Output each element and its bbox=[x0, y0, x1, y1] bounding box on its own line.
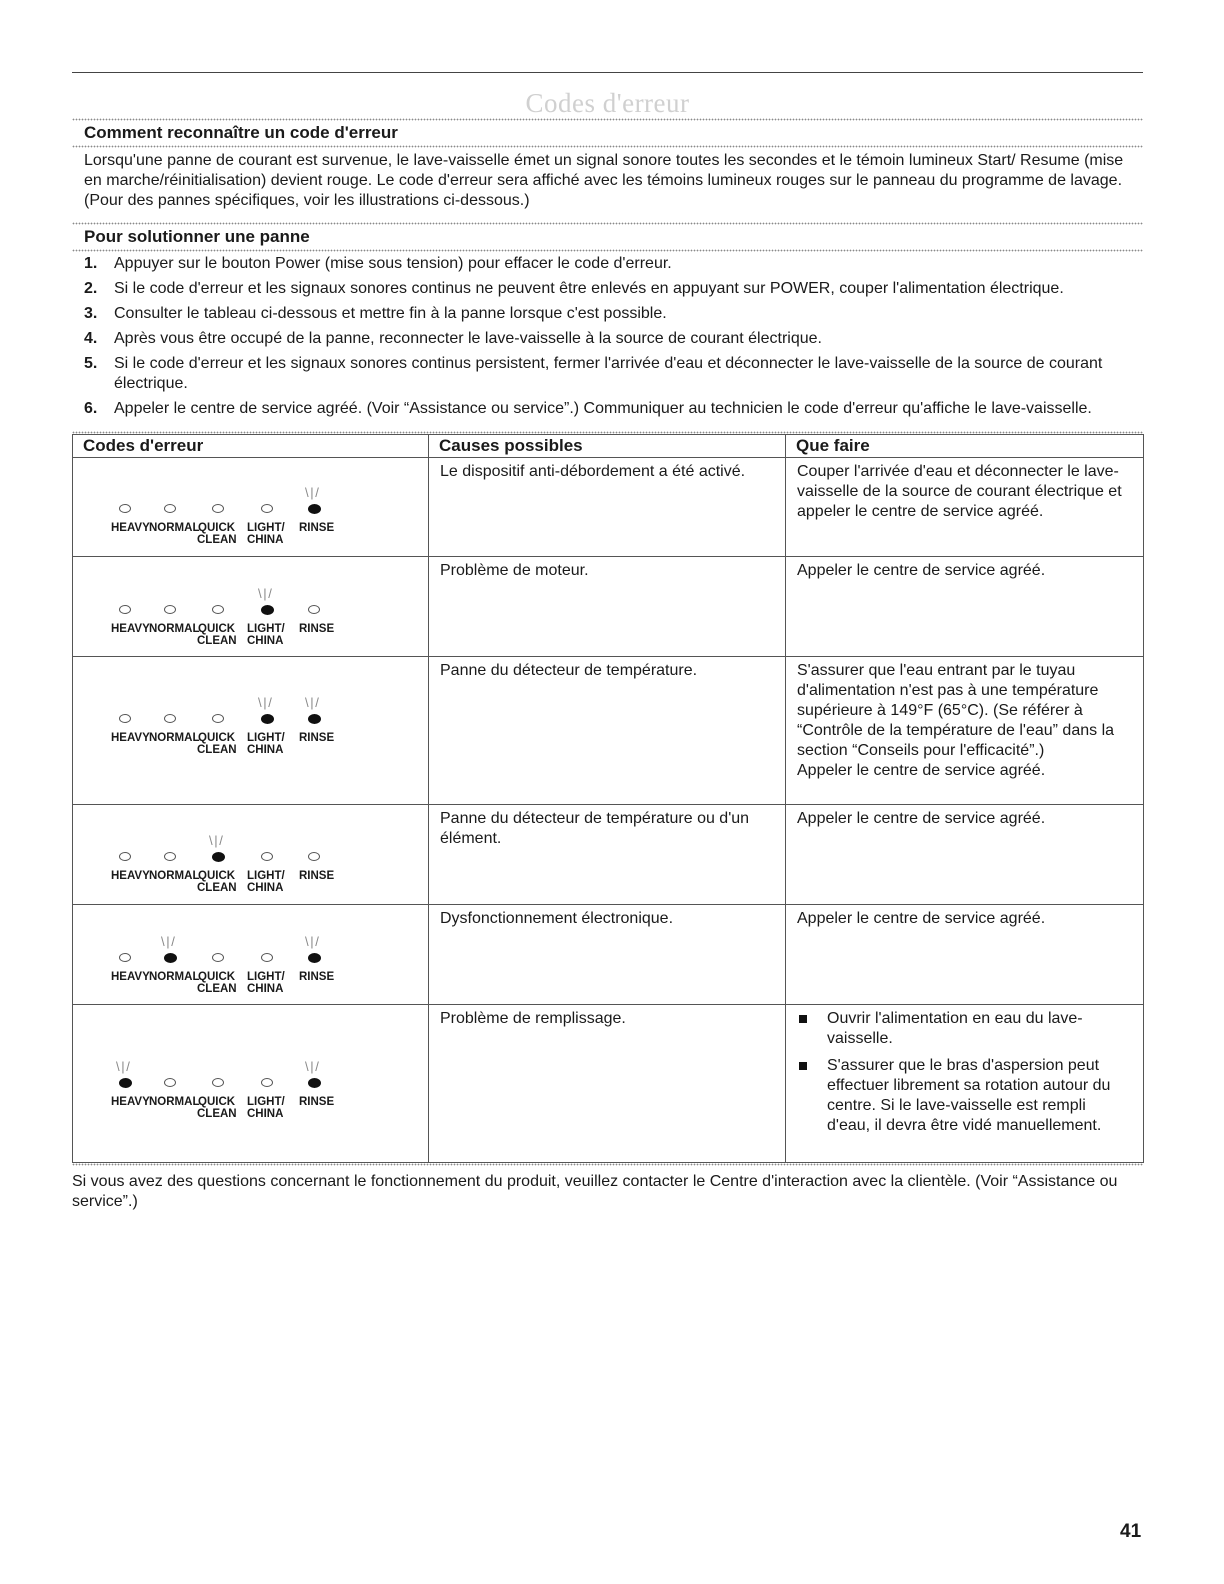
quick-led-indicator bbox=[212, 714, 224, 723]
heavy-led-indicator bbox=[119, 605, 131, 614]
list-item bbox=[72, 279, 1143, 299]
action-cell bbox=[786, 1005, 1144, 1163]
panel-label-quick-1: QUICK bbox=[198, 623, 236, 635]
panel-label-heavy: HEAVY bbox=[111, 870, 150, 882]
control-panel bbox=[111, 575, 401, 645]
footer-note: Si vous avez des questions concernant le fonctionnement du produit, veuillez contacter le Centre d'interaction avec la clientèle. (Voir “Assistance ou service”.) bbox=[72, 1173, 1118, 1210]
heavy-led-indicator bbox=[119, 714, 131, 723]
list-item bbox=[72, 304, 1143, 324]
quick-led-indicator bbox=[212, 504, 224, 513]
panel-label-light-2: CHINA bbox=[247, 744, 284, 756]
light-led-indicator bbox=[261, 1078, 273, 1087]
heavy-led-indicator bbox=[119, 852, 131, 861]
normal-led-indicator bbox=[164, 714, 176, 723]
step-text: Appuyer sur le bouton Power (mise sous tension) pour effacer le code d'erreur. bbox=[114, 255, 672, 272]
panel-label-quick-1: QUICK bbox=[198, 971, 236, 983]
error-codes-table bbox=[72, 434, 1144, 1163]
recognize-paragraph: Lorsqu'une panne de courant est survenue, le lave-vaisselle émet un signal sonore toutes les secondes et le témoin lumineux Start/ Resume (mise en marche/réinitialisation) devient rouge. Le code d'erreur sera affiché avec les témoins lumineux rouges sur le panneau du programme de lavage. (Pour des pannes spécifiques, voir les illustrations ci-dessous.) bbox=[84, 152, 1124, 209]
step-text: Si le code d'erreur et les signaux sonores continus ne peuvent être enlevés en appuyant sur POWER, couper l'alimentation électrique. bbox=[114, 280, 1064, 297]
cause-cell: Panne du détecteur de température. bbox=[429, 657, 786, 805]
page-number: 41 bbox=[1120, 1521, 1142, 1542]
light-led-indicator bbox=[261, 852, 273, 861]
rinse-led-indicator bbox=[308, 953, 321, 963]
panel-label-heavy: HEAVY bbox=[111, 971, 150, 983]
step-number: 1. bbox=[84, 255, 98, 272]
rinse-led-indicator bbox=[308, 504, 321, 514]
cause-cell: Le dispositif anti-débordement a été activé. bbox=[429, 458, 786, 557]
action-bullets bbox=[797, 1009, 1133, 1136]
section-heading-recognize: Comment reconnaître un code d'erreur bbox=[84, 123, 398, 142]
panel-label-light-1: LIGHT/ bbox=[247, 971, 285, 983]
quick-led-indicator bbox=[212, 605, 224, 614]
table-row bbox=[73, 805, 1144, 905]
light-led-indicator bbox=[261, 953, 273, 962]
panel-label-quick-2: CLEAN bbox=[197, 882, 237, 894]
panel-label-rinse: RINSE bbox=[299, 1096, 335, 1108]
panel-label-heavy: HEAVY bbox=[111, 522, 150, 534]
heavy-led-indicator bbox=[119, 1078, 132, 1088]
normal-led-indicator bbox=[164, 852, 176, 861]
cause-cell: Problème de moteur. bbox=[429, 557, 786, 657]
error-code-panel-cell bbox=[73, 1005, 429, 1163]
panel-label-rinse: RINSE bbox=[299, 870, 335, 882]
page bbox=[72, 72, 1143, 1212]
bullet-text: S'assurer que le bras d'aspersion peut effectuer librement sa rotation autour du centre. Si le lave-vaisselle est rempli d'eau, il devra être vidé manuellement. bbox=[827, 1057, 1111, 1134]
normal-led-indicator bbox=[164, 504, 176, 513]
panel-label-normal: NORMAL bbox=[149, 732, 200, 744]
top-rule bbox=[72, 72, 1143, 73]
control-panel bbox=[111, 822, 401, 892]
action-cell: Appeler le centre de service agréé. bbox=[786, 905, 1144, 1005]
header-causes: Causes possibles bbox=[429, 435, 786, 458]
normal-led-indicator bbox=[164, 1078, 176, 1087]
cause-cell: Dysfonctionnement électronique. bbox=[429, 905, 786, 1005]
step-text: Consulter le tableau ci-dessous et mettre fin à la panne lorsque c'est possible. bbox=[114, 305, 667, 322]
action-cell: Couper l'arrivée d'eau et déconnecter le lave-vaisselle de la source de courant électrique et appeler le centre de service agréé. bbox=[786, 458, 1144, 557]
section-heading-solve: Pour solutionner une panne bbox=[84, 227, 310, 246]
panel-label-rinse: RINSE bbox=[299, 623, 335, 635]
step-text: Après vous être occupé de la panne, reconnecter le lave-vaisselle à la source de courant électrique. bbox=[114, 330, 822, 347]
cause-cell: Problème de remplissage. bbox=[429, 1005, 786, 1163]
step-number: 6. bbox=[84, 400, 98, 417]
panel-label-light-1: LIGHT/ bbox=[247, 732, 285, 744]
blink-rays-icon: \ | / bbox=[305, 695, 318, 710]
blink-rays-icon: \ | / bbox=[305, 934, 318, 949]
panel-label-light-2: CHINA bbox=[247, 882, 284, 894]
blink-rays-icon: \ | / bbox=[161, 934, 174, 949]
table-row bbox=[73, 905, 1144, 1005]
action-cell: Appeler le centre de service agréé. bbox=[786, 557, 1144, 657]
light-led-indicator bbox=[261, 504, 273, 513]
panel-label-quick-1: QUICK bbox=[198, 522, 236, 534]
blink-rays-icon: \ | / bbox=[258, 695, 271, 710]
heavy-led-indicator bbox=[119, 504, 131, 513]
panel-label-normal: NORMAL bbox=[149, 971, 200, 983]
quick-led-indicator bbox=[212, 852, 225, 862]
panel-label-heavy: HEAVY bbox=[111, 623, 150, 635]
square-bullet-icon bbox=[799, 1015, 807, 1023]
step-number: 4. bbox=[84, 330, 98, 347]
panel-label-quick-1: QUICK bbox=[198, 1096, 236, 1108]
panel-label-light-1: LIGHT/ bbox=[247, 522, 285, 534]
control-panel bbox=[111, 474, 401, 544]
table-row bbox=[73, 458, 1144, 557]
blink-rays-icon: \ | / bbox=[305, 485, 318, 500]
blink-rays-icon: \ | / bbox=[258, 586, 271, 601]
error-code-panel-cell bbox=[73, 557, 429, 657]
light-led-indicator bbox=[261, 605, 274, 615]
panel-label-normal: NORMAL bbox=[149, 1096, 200, 1108]
table-row bbox=[73, 657, 1144, 805]
panel-label-quick-2: CLEAN bbox=[197, 635, 237, 647]
panel-label-light-1: LIGHT/ bbox=[247, 623, 285, 635]
panel-label-rinse: RINSE bbox=[299, 971, 335, 983]
action-cell bbox=[786, 657, 1144, 805]
blink-rays-icon: \ | / bbox=[209, 833, 222, 848]
step-text: Si le code d'erreur et les signaux sonores continus persistent, fermer l'arrivée d'eau et déconnecter le lave-vaisselle de la source de courant électrique. bbox=[114, 355, 1103, 392]
header-codes: Codes d'erreur bbox=[73, 435, 429, 458]
table-header-row bbox=[73, 435, 1144, 458]
error-code-panel-cell bbox=[73, 805, 429, 905]
list-item bbox=[72, 399, 1143, 419]
control-panel bbox=[111, 684, 401, 754]
panel-label-normal: NORMAL bbox=[149, 623, 200, 635]
panel-label-light-1: LIGHT/ bbox=[247, 1096, 285, 1108]
table-row bbox=[73, 557, 1144, 657]
panel-label-quick-1: QUICK bbox=[198, 870, 236, 882]
quick-led-indicator bbox=[212, 953, 224, 962]
rinse-led-indicator bbox=[308, 852, 320, 861]
page-title: Codes d'erreur bbox=[525, 88, 690, 118]
normal-led-indicator bbox=[164, 953, 177, 963]
light-led-indicator bbox=[261, 714, 274, 724]
step-number: 2. bbox=[84, 280, 98, 297]
step-text: Appeler le centre de service agréé. (Voir “Assistance ou service”.) Communiquer au technicien le code d'erreur qu'affiche le lave-vaisselle. bbox=[114, 400, 1092, 417]
panel-label-light-2: CHINA bbox=[247, 1108, 284, 1120]
list-item bbox=[72, 254, 1143, 274]
panel-label-normal: NORMAL bbox=[149, 870, 200, 882]
cause-cell: Panne du détecteur de température ou d'un élément. bbox=[429, 805, 786, 905]
panel-label-light-2: CHINA bbox=[247, 983, 284, 995]
action-text: S'assurer que l'eau entrant par le tuyau d'alimentation n'est pas à une température supérieure à 149°F (65°C). (Se référer à “Contrôle de la température de l'eau” dans la section “Conseils pour l'efficacité”.) bbox=[797, 662, 1115, 759]
panel-label-heavy: HEAVY bbox=[111, 1096, 150, 1108]
panel-label-light-2: CHINA bbox=[247, 635, 284, 647]
header-actions: Que faire bbox=[786, 435, 1144, 458]
dotted-rule bbox=[72, 1163, 1143, 1166]
panel-label-quick-2: CLEAN bbox=[197, 534, 237, 546]
heavy-led-indicator bbox=[119, 953, 131, 962]
quick-led-indicator bbox=[212, 1078, 224, 1087]
error-code-panel-cell bbox=[73, 458, 429, 557]
panel-label-heavy: HEAVY bbox=[111, 732, 150, 744]
panel-label-rinse: RINSE bbox=[299, 732, 335, 744]
panel-label-quick-2: CLEAN bbox=[197, 1108, 237, 1120]
table-row bbox=[73, 1005, 1144, 1163]
blink-rays-icon: \ | / bbox=[116, 1059, 129, 1074]
action-cell: Appeler le centre de service agréé. bbox=[786, 805, 1144, 905]
action-text-secondary: Appeler le centre de service agréé. bbox=[797, 762, 1046, 779]
bullet-text: Ouvrir l'alimentation en eau du lave-vaisselle. bbox=[827, 1010, 1083, 1047]
rinse-led-indicator bbox=[308, 605, 320, 614]
error-code-panel-cell bbox=[73, 905, 429, 1005]
panel-label-quick-2: CLEAN bbox=[197, 744, 237, 756]
control-panel bbox=[111, 1048, 401, 1118]
panel-label-rinse: RINSE bbox=[299, 522, 335, 534]
rinse-led-indicator bbox=[308, 1078, 321, 1088]
control-panel bbox=[111, 923, 401, 993]
steps-list bbox=[72, 254, 1143, 419]
panel-label-normal: NORMAL bbox=[149, 522, 200, 534]
panel-label-light-1: LIGHT/ bbox=[247, 870, 285, 882]
blink-rays-icon: \ | / bbox=[305, 1059, 318, 1074]
panel-label-quick-1: QUICK bbox=[198, 732, 236, 744]
step-number: 5. bbox=[84, 355, 98, 372]
error-code-panel-cell bbox=[73, 657, 429, 805]
list-item bbox=[72, 354, 1143, 394]
panel-label-light-2: CHINA bbox=[247, 534, 284, 546]
dotted-rule bbox=[72, 249, 1143, 252]
list-item bbox=[797, 1009, 1133, 1049]
step-number: 3. bbox=[84, 305, 98, 322]
rinse-led-indicator bbox=[308, 714, 321, 724]
square-bullet-icon bbox=[799, 1062, 807, 1070]
normal-led-indicator bbox=[164, 605, 176, 614]
list-item bbox=[72, 329, 1143, 349]
panel-label-quick-2: CLEAN bbox=[197, 983, 237, 995]
list-item bbox=[797, 1056, 1133, 1136]
